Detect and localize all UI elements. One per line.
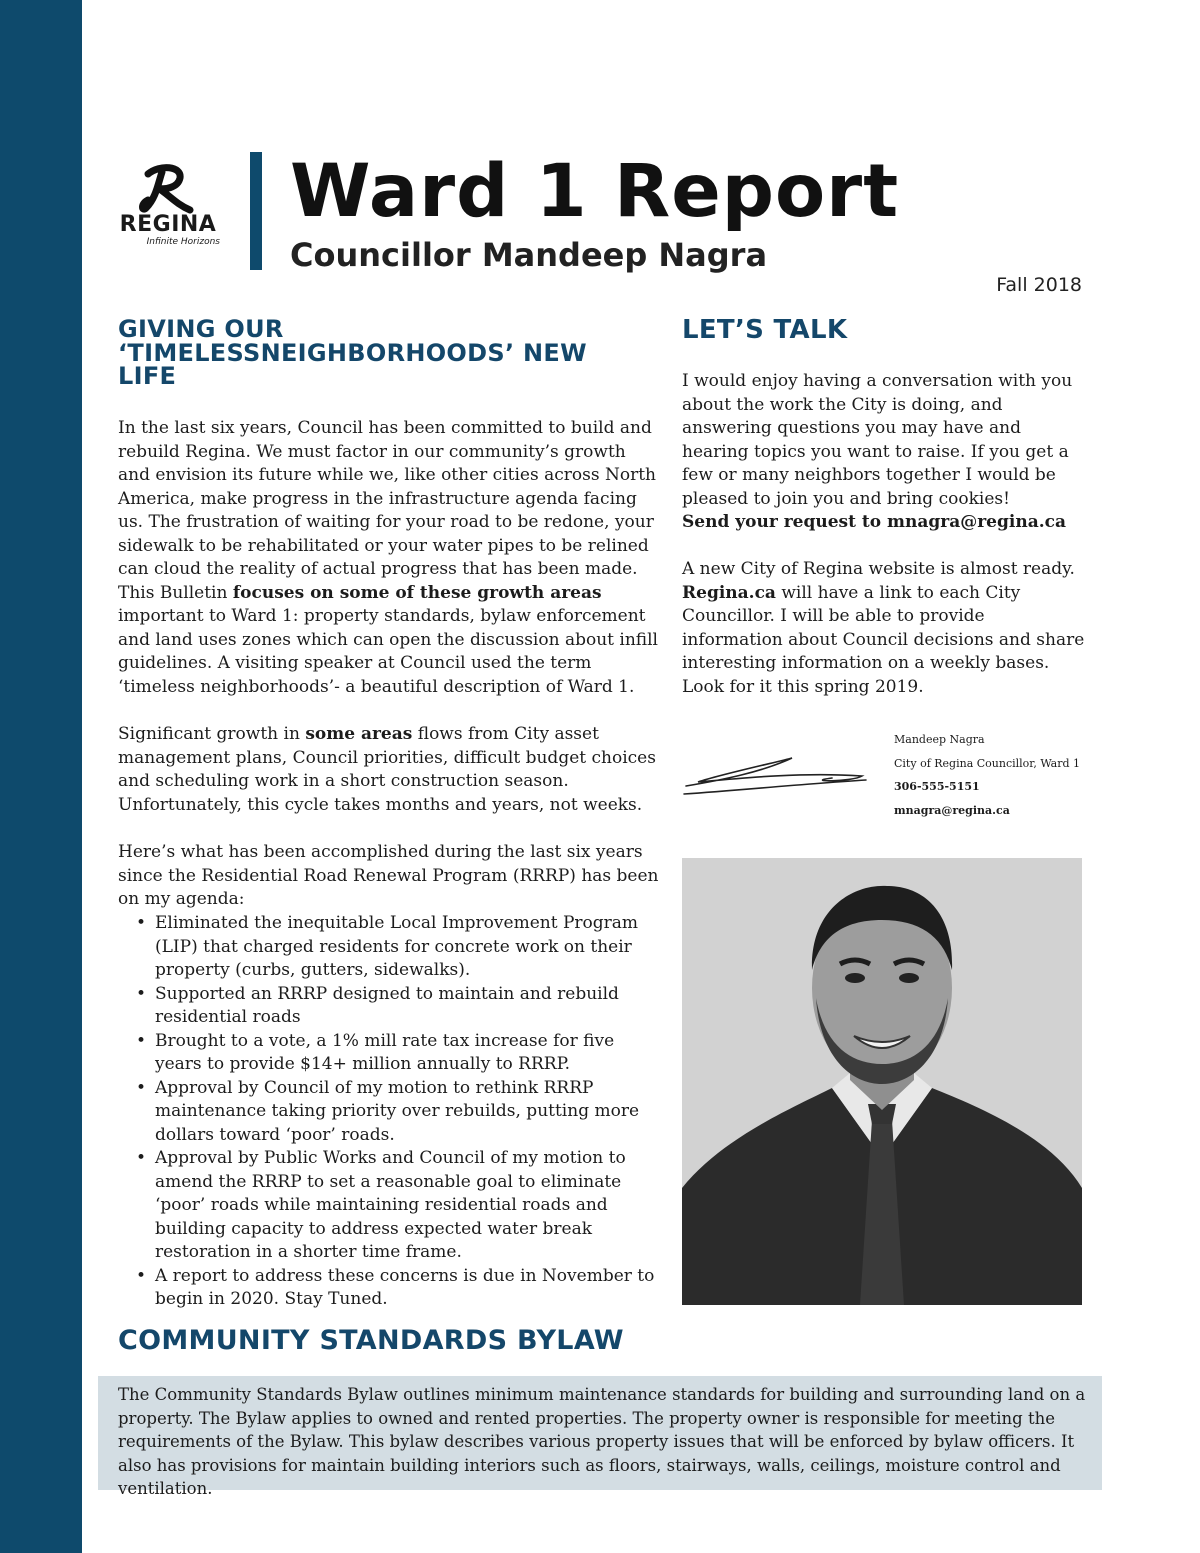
edition-label: Fall 2018 <box>996 274 1082 296</box>
signature-image <box>682 752 872 802</box>
section-heading-lets-talk: LET’S TALK <box>682 315 848 345</box>
contact-role: City of Regina Councillor, Ward 1 <box>894 756 1081 770</box>
website-paragraph: A new City of Regina website is almost ready. Regina.ca will have a link to each City Councillor. I will be able to provide information about Council decisions and share interesting information on a weekly bases. Look for it this spring 2019. <box>682 559 1085 697</box>
list-item: • Brought to a vote, a 1% mill rate tax increase for five years to provide $14+ million annually to RRRP. <box>118 1030 663 1077</box>
portrait-illustration <box>682 858 1082 1305</box>
logo-wordmark: REGINA <box>119 212 217 237</box>
councillor-portrait-photo <box>682 858 1082 1305</box>
regina-r-logo-icon <box>138 164 198 216</box>
list-item: • Approval by Council of my motion to rethink RRRP maintenance taking priority over rebuilds, putting more dollars toward ‘poor’ roads. <box>118 1077 663 1148</box>
intro-paragraph: In the last six years, Council has been committed to build and rebuild Regina. We must factor in our community’s growth and envision its future while we, like other cities across North America, make progress in the infrastructure agenda facing us. The frustration of waiting for your road to be redone, your sidewalk to be rehabilitated or your water pipes to be relined can cloud the reality of actual progress that has been made. This Bulletin focuses on some of these growth areas important to Ward 1: property standards, bylaw enforcement and land uses zones which can open the discussion about infill guidelines. A visiting speaker at Council used the term ‘timeless neighborhoods’- a beautiful description of Ward 1. <box>118 418 658 697</box>
report-subtitle: Councillor Mandeep Nagra <box>290 236 768 274</box>
list-item: • Eliminated the inequitable Local Improvement Program (LIP) that charged residents for concrete work on their property (curbs, gutters, sidewalks). <box>118 912 663 983</box>
contact-name: Mandeep Nagra <box>894 733 985 746</box>
list-item: • A report to address these concerns is due in November to begin in 2020. Stay Tuned. <box>118 1265 663 1312</box>
title-divider <box>250 152 262 270</box>
lets-talk-paragraph: I would enjoy having a conversation with you about the work the City is doing, and answering questions you may have and hearing topics you want to raise. If you get a few or many neighbors together I would be pleased to join you and bring cookies! Send your request to mnagra@regina.ca <box>682 371 1073 532</box>
list-item: • Approval by Public Works and Council of my motion to amend the RRRP to set a reasonable goal to eliminate ‘poor’ roads while maintaining residential roads and building capacity to address expected water break restoration in a shorter time frame. <box>118 1147 663 1265</box>
contact-phone: 306-555-5151 <box>894 780 980 793</box>
contact-email: mnagra@regina.ca <box>894 803 1010 817</box>
logo-tagline: Infinite Horizons <box>146 237 220 247</box>
report-title: Ward 1 Report <box>290 149 900 234</box>
growth-paragraph: Significant growth in some areas flows from City asset management plans, Council priorities, difficult budget choices and scheduling work in a short construction season. Unfortunately, this cycle takes months and years, not weeks. <box>118 724 656 815</box>
contact-block <box>894 728 1080 822</box>
accomplishments-intro: Here’s what has been accomplished during the last six years since the Residential Road Renewal Program (RRRP) has been on my agenda: <box>118 842 659 909</box>
side-color-bar <box>0 0 82 1553</box>
bylaw-paragraph: The Community Standards Bylaw outlines minimum maintenance standards for building and surrounding land on a property. The Bylaw applies to owned and rented properties. The property owner is responsible for meeting the requirements of the Bylaw. This bylaw describes various property issues that will be enforced by bylaw officers. It also has provisions for maintain building interiors such as floors, stairways, walls, ceilings, moisture control and ventilation. <box>118 1385 1086 1498</box>
section-heading-neighborhoods: GIVING OUR ‘TIMELESSNEIGHBORHOODS’ NEW LIFE <box>118 315 587 391</box>
section-heading-bylaw: COMMUNITY STANDARDS BYLAW <box>118 1325 624 1356</box>
regina-logo <box>112 164 224 264</box>
accomplishments-list <box>118 912 663 1312</box>
list-item: • Supported an RRRP designed to maintain and rebuild residential roads <box>118 983 663 1030</box>
